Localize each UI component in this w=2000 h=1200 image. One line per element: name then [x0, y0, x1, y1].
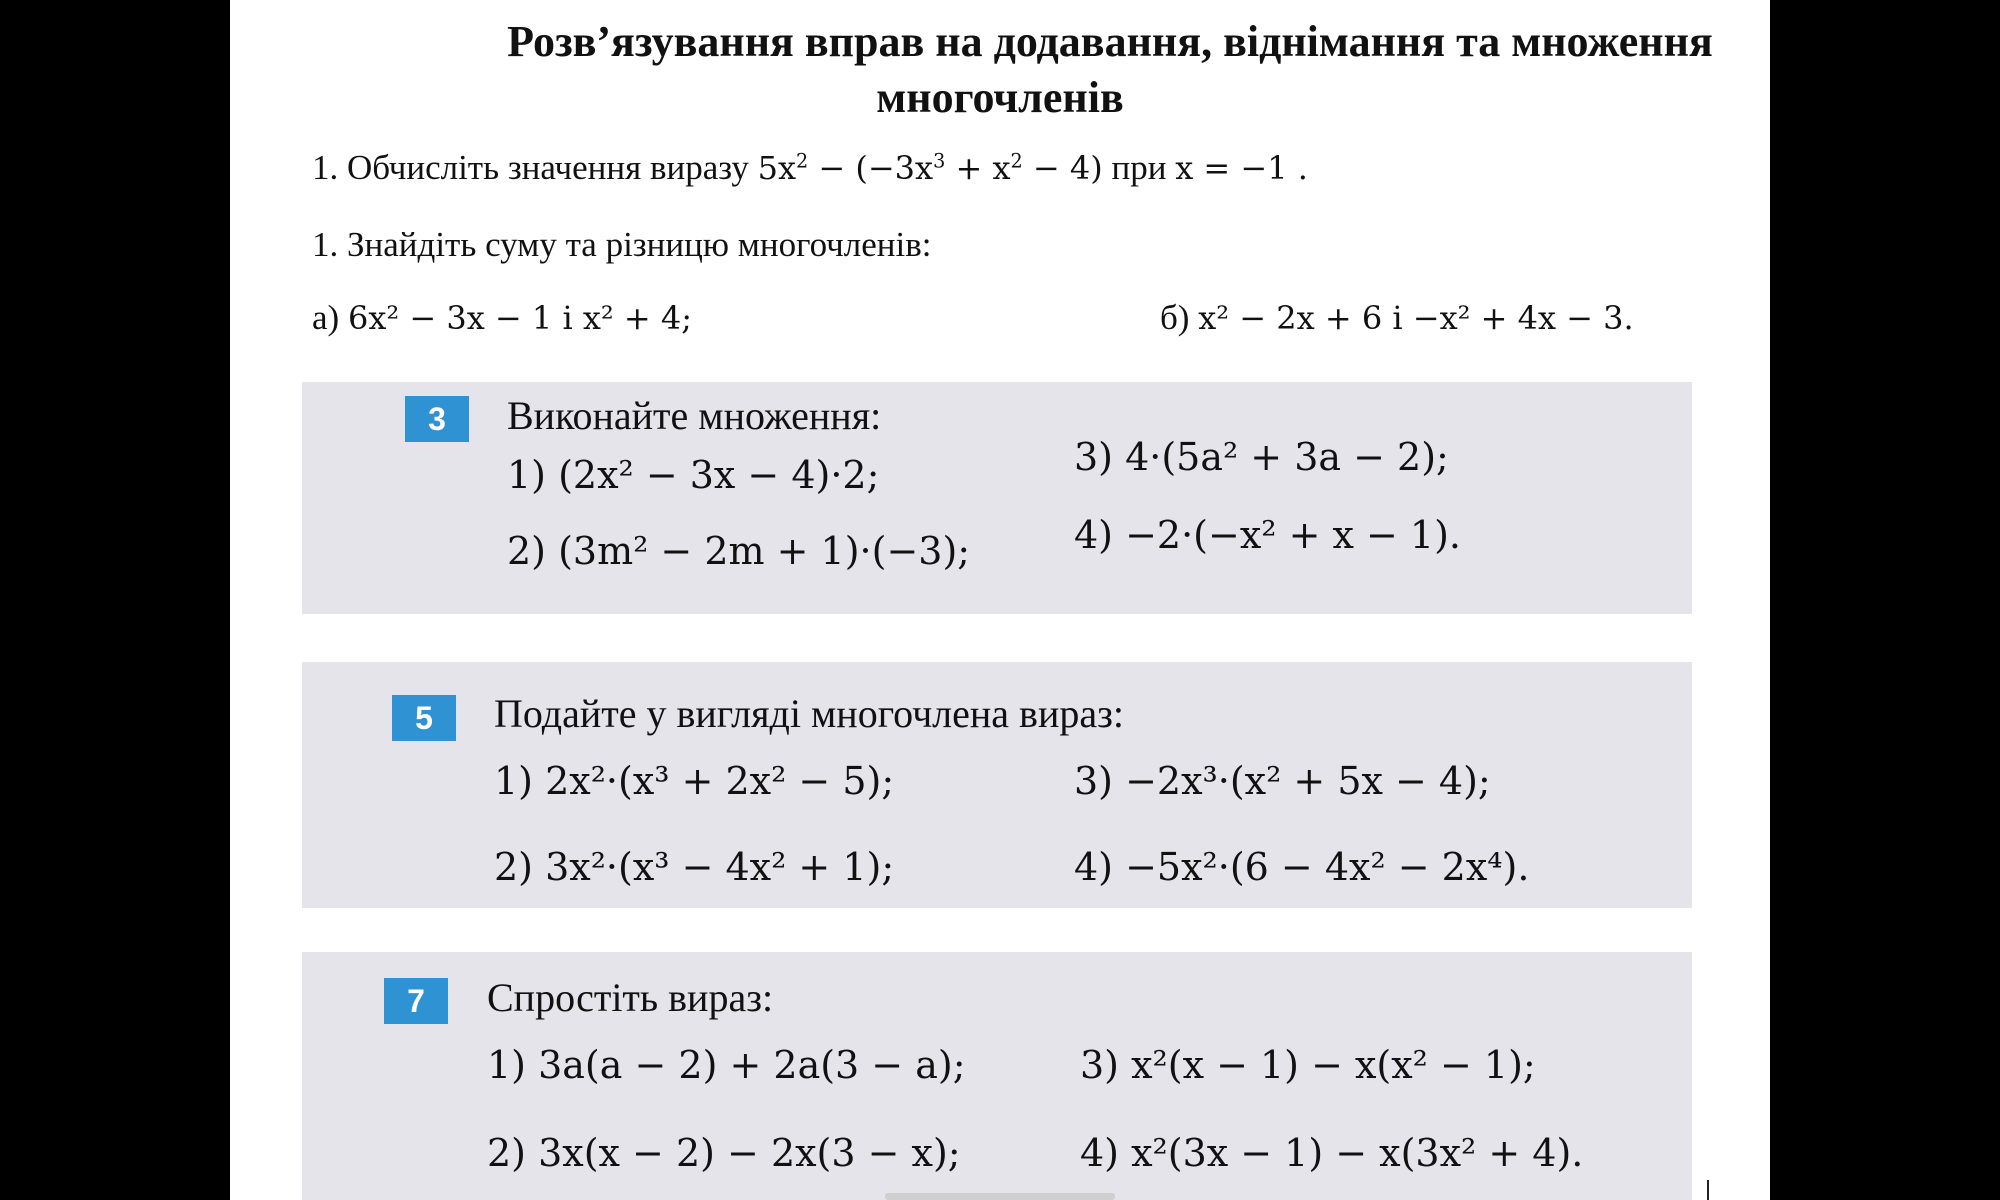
exercise-5-item-2: 2) 3x²·(x³ − 4x² + 1); [494, 845, 895, 889]
exercise-number-3: 3 [405, 396, 469, 442]
task-2-a-label: а) [312, 298, 340, 337]
exercise-3-item-1: 1) (2x² − 3x − 4)·2; [507, 453, 880, 497]
task-1-expression: $5x^2 - (-3x^3 + x^2 - 4)$ [757, 149, 1103, 187]
task-2-b-expression: x² − 2x + 6 і −x² + 4x − 3. [1198, 299, 1634, 337]
exercise-3-item-2: 2) (3m² − 2m + 1)·(−3); [507, 529, 971, 573]
text-cursor [1707, 1180, 1709, 1200]
exercise-5-item-1: 1) 2x²·(x³ + 2x² − 5); [494, 759, 895, 803]
exercise-3-heading: Виконайте множення: [507, 393, 882, 438]
horizontal-scrollbar[interactable] [885, 1193, 1115, 1200]
exercise-3-item-4: 4) −2·(−x² + x − 1). [1074, 513, 1462, 557]
exercise-7-item-1: 1) 3a(a − 2) + 2a(3 − a); [487, 1043, 966, 1087]
exercise-box-7 [302, 952, 1692, 1200]
task-2-part-a [312, 298, 692, 338]
exercise-7-item-2: 2) 3x(x − 2) − 2x(3 − x); [487, 1131, 961, 1175]
task-1-condition: x = −1 . [1175, 149, 1308, 187]
exercise-7-item-3: 3) x²(x − 1) − x(x² − 1); [1080, 1043, 1536, 1087]
exercise-number-5: 5 [392, 695, 456, 741]
exercise-box-3 [302, 382, 1692, 614]
exercise-5-item-3: 3) −2x³·(x² + 5x − 4); [1074, 759, 1491, 803]
exercise-7-item-4: 4) x²(3x − 1) − x(3x² + 4). [1080, 1131, 1584, 1175]
title-line-2: многочленів [876, 73, 1124, 122]
exercise-3-item-3: 3) 4·(5a² + 3a − 2); [1074, 435, 1449, 479]
task-2-b-label: б) [1160, 298, 1190, 337]
task-2-text: 1. Знайдіть суму та різницю многочленів: [312, 225, 932, 264]
document-page [230, 0, 1770, 1200]
task-1-text: 1. Обчисліть значення виразу [312, 148, 749, 187]
task-1 [312, 148, 1308, 188]
exercise-5-item-4: 4) −5x²·(6 − 4x² − 2x⁴). [1074, 845, 1530, 889]
task-1-when: при [1111, 148, 1167, 187]
exercise-box-5 [302, 662, 1692, 908]
exercise-7-heading: Спростіть вираз: [487, 975, 774, 1020]
exercise-5-heading: Подайте у вигляді многочлена вираз: [494, 691, 1125, 736]
page-title [230, 14, 1770, 126]
task-2-a-expression: 6x² − 3x − 1 і x² + 4; [347, 299, 693, 337]
task-2-part-b [1160, 298, 1634, 338]
exercise-number-7: 7 [384, 978, 448, 1024]
title-line-1: Розв’язування вправ на додавання, віднімання та множення [507, 17, 1713, 66]
